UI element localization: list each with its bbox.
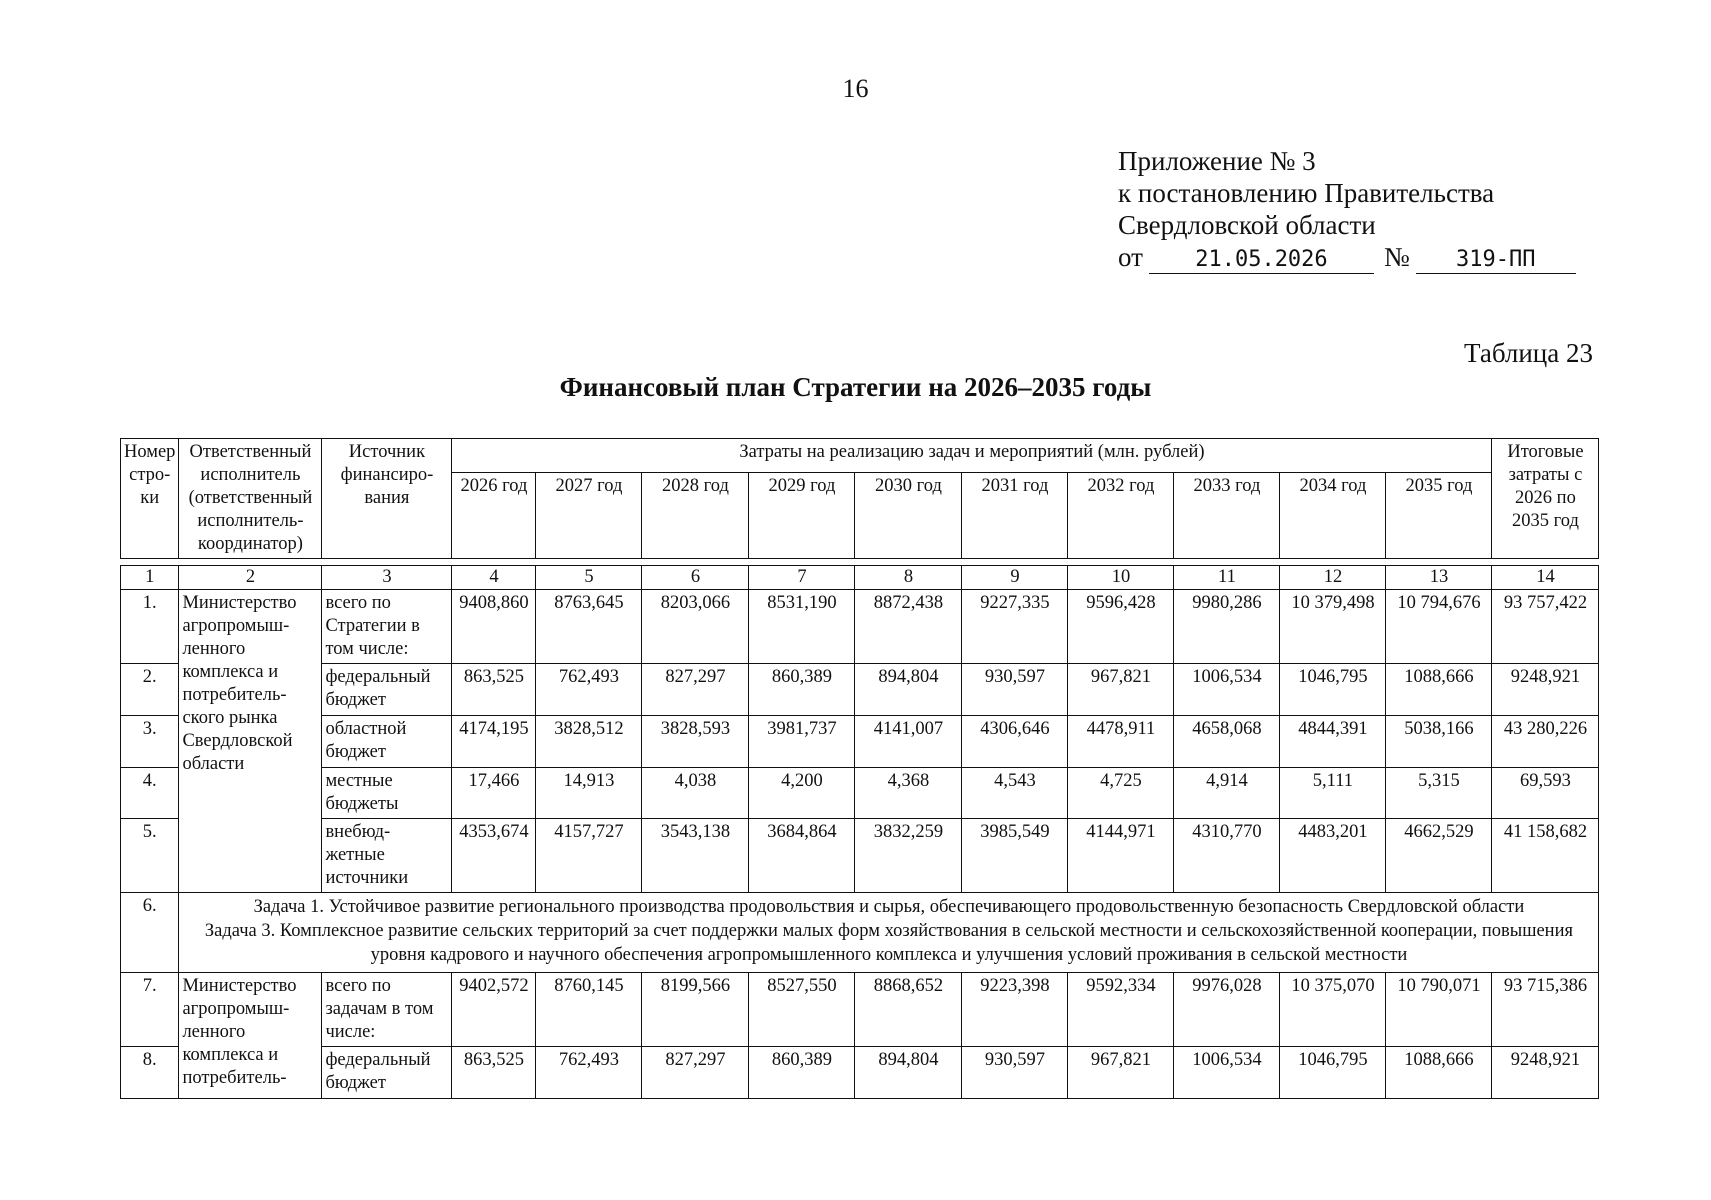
value-cell: 10 379,498 [1280, 590, 1386, 664]
column-number-cell: 5 [536, 566, 642, 590]
task-1-text: Задача 1. Устойчивое развитие регионального производства продовольствия и сырья, обеспечивающего продовольственную безопасность Свердловской области [253, 897, 1525, 917]
row-number: 4. [121, 768, 179, 819]
value-cell: 8531,190 [749, 590, 855, 664]
column-number-cell: 1 [121, 566, 179, 590]
value-cell: 5038,166 [1386, 716, 1492, 768]
from-label: от [1118, 242, 1143, 272]
value-cell: 8199,566 [642, 973, 749, 1047]
value-cell: 860,389 [749, 1047, 855, 1099]
value-cell: 1046,795 [1280, 1047, 1386, 1099]
value-cell: 10 794,676 [1386, 590, 1492, 664]
value-cell: 3832,259 [855, 819, 962, 893]
source-cell: внебюд-жетные источники [322, 819, 452, 893]
appendix-resolution: к постановлению Правительства [1118, 178, 1495, 208]
table-row [121, 1047, 1599, 1099]
column-number-row [121, 566, 1599, 590]
row-number: 3. [121, 716, 179, 768]
value-cell: 967,821 [1068, 1047, 1174, 1099]
value-cell: 9223,398 [962, 973, 1068, 1047]
value-cell: 827,297 [642, 1047, 749, 1099]
header-gap [121, 559, 1599, 566]
column-number-cell: 13 [1386, 566, 1492, 590]
value-cell: 9402,572 [452, 973, 536, 1047]
number-label: № [1383, 242, 1410, 272]
value-cell: 8872,438 [855, 590, 962, 664]
value-cell: 3684,864 [749, 819, 855, 893]
value-cell: 10 790,071 [1386, 973, 1492, 1047]
total-cell: 69,593 [1492, 768, 1599, 819]
document-title: Финансовый план Стратегии на 2026–2035 годы [559, 372, 1152, 402]
value-cell: 894,804 [855, 664, 962, 716]
row-number: 8. [121, 1047, 179, 1099]
value-cell: 930,597 [962, 664, 1068, 716]
value-cell: 10 375,070 [1280, 973, 1386, 1047]
header-year: 2035 год [1386, 473, 1492, 559]
value-cell: 5,111 [1280, 768, 1386, 819]
total-cell: 93 757,422 [1492, 590, 1599, 664]
value-cell: 4310,770 [1174, 819, 1280, 893]
value-cell: 8203,066 [642, 590, 749, 664]
value-cell: 863,525 [452, 664, 536, 716]
source-cell: местные бюджеты [322, 768, 452, 819]
value-cell: 4174,195 [452, 716, 536, 768]
source-cell: федеральный бюджет [322, 1047, 452, 1099]
value-cell: 4844,391 [1280, 716, 1386, 768]
value-cell: 4306,646 [962, 716, 1068, 768]
header-year: 2029 год [749, 473, 855, 559]
header-year: 2026 год [452, 473, 536, 559]
row-number: 5. [121, 819, 179, 893]
value-cell: 3828,512 [536, 716, 642, 768]
value-cell: 4483,201 [1280, 819, 1386, 893]
column-number-cell: 6 [642, 566, 749, 590]
value-cell: 9980,286 [1174, 590, 1280, 664]
column-number-cell: 11 [1174, 566, 1280, 590]
column-number-cell: 14 [1492, 566, 1599, 590]
value-cell: 3828,593 [642, 716, 749, 768]
column-number-cell: 3 [322, 566, 452, 590]
value-cell: 4353,674 [452, 819, 536, 893]
header-year: 2034 год [1280, 473, 1386, 559]
source-cell: всего по Стратегии в том числе: [322, 590, 452, 664]
value-cell: 3985,549 [962, 819, 1068, 893]
value-cell: 1006,534 [1174, 1047, 1280, 1099]
value-cell: 1046,795 [1280, 664, 1386, 716]
source-cell: федеральный бюджет [322, 664, 452, 716]
value-cell: 4658,068 [1174, 716, 1280, 768]
table-row [121, 716, 1599, 768]
value-cell: 860,389 [749, 664, 855, 716]
value-cell: 9227,335 [962, 590, 1068, 664]
value-cell: 4,038 [642, 768, 749, 819]
value-cell: 4141,007 [855, 716, 962, 768]
value-cell: 1006,534 [1174, 664, 1280, 716]
value-cell: 5,315 [1386, 768, 1492, 819]
value-cell: 4478,911 [1068, 716, 1174, 768]
value-cell: 9596,428 [1068, 590, 1174, 664]
value-cell: 8527,550 [749, 973, 855, 1047]
column-number-cell: 8 [855, 566, 962, 590]
appendix-block [1118, 145, 1576, 274]
table-row [121, 590, 1599, 664]
appendix-region: Свердловской области [1118, 210, 1376, 240]
column-number-cell: 2 [179, 566, 322, 590]
total-cell: 9248,921 [1492, 664, 1599, 716]
header-total: Итоговые затраты с 2026 по 2035 год [1492, 439, 1599, 559]
value-cell: 9592,334 [1068, 973, 1174, 1047]
value-cell: 4,543 [962, 768, 1068, 819]
source-cell: областной бюджет [322, 716, 452, 768]
table-row [121, 664, 1599, 716]
value-cell: 4,914 [1174, 768, 1280, 819]
total-cell: 41 158,682 [1492, 819, 1599, 893]
resolution-number: 319-ПП [1416, 247, 1576, 274]
header-executor: Ответственный исполнитель (ответственный исполнитель-координатор) [179, 439, 322, 559]
column-number-cell: 12 [1280, 566, 1386, 590]
header-source: Источник финансиро-вания [322, 439, 452, 559]
value-cell: 762,493 [536, 1047, 642, 1099]
header-year: 2028 год [642, 473, 749, 559]
value-cell: 4,368 [855, 768, 962, 819]
total-cell: 9248,921 [1492, 1047, 1599, 1099]
table-row [121, 819, 1599, 893]
row-number: 1. [121, 590, 179, 664]
appendix-title: Приложение № 3 [1118, 146, 1316, 176]
value-cell: 1088,666 [1386, 664, 1492, 716]
value-cell: 827,297 [642, 664, 749, 716]
value-cell: 3543,138 [642, 819, 749, 893]
value-cell: 4,725 [1068, 768, 1174, 819]
table-row [121, 973, 1599, 1047]
total-cell: 93 715,386 [1492, 973, 1599, 1047]
header-year: 2031 год [962, 473, 1068, 559]
value-cell: 967,821 [1068, 664, 1174, 716]
executor-cell: Министерство агропромыш-ленного комплекса и потребитель-ского рынка Свердловской области [179, 590, 322, 893]
value-cell: 4144,971 [1068, 819, 1174, 893]
financial-plan-table [120, 438, 1599, 1099]
value-cell: 8763,645 [536, 590, 642, 664]
value-cell: 894,804 [855, 1047, 962, 1099]
column-number-cell: 7 [749, 566, 855, 590]
value-cell: 3981,737 [749, 716, 855, 768]
value-cell: 1088,666 [1386, 1047, 1492, 1099]
header-year: 2033 год [1174, 473, 1280, 559]
appendix-date-line [1118, 241, 1576, 274]
header-row-number: Номер стро-ки [121, 439, 179, 559]
header-year: 2027 год [536, 473, 642, 559]
value-cell: 4662,529 [1386, 819, 1492, 893]
column-number-cell: 10 [1068, 566, 1174, 590]
value-cell: 4157,727 [536, 819, 642, 893]
header-year: 2030 год [855, 473, 962, 559]
task-cell [179, 893, 1599, 973]
value-cell: 14,913 [536, 768, 642, 819]
total-cell: 43 280,226 [1492, 716, 1599, 768]
resolution-date: 21.05.2026 [1149, 247, 1374, 274]
row-number: 2. [121, 664, 179, 716]
value-cell: 9408,860 [452, 590, 536, 664]
value-cell: 863,525 [452, 1047, 536, 1099]
task-row [121, 893, 1599, 973]
table-row [121, 768, 1599, 819]
source-cell: всего по задачам в том числе: [322, 973, 452, 1047]
value-cell: 17,466 [452, 768, 536, 819]
header-costs: Затраты на реализацию задач и мероприятий (млн. рублей) [452, 439, 1492, 473]
value-cell: 762,493 [536, 664, 642, 716]
value-cell: 9976,028 [1174, 973, 1280, 1047]
value-cell: 8760,145 [536, 973, 642, 1047]
table-label: Таблица 23 [1464, 338, 1593, 368]
value-cell: 4,200 [749, 768, 855, 819]
executor-cell: Министерство агропромыш-ленного комплекса и потребитель- [179, 973, 322, 1099]
value-cell: 8868,652 [855, 973, 962, 1047]
value-cell: 930,597 [962, 1047, 1068, 1099]
page-number: 16 [842, 74, 869, 103]
row-number: 6. [121, 893, 179, 973]
column-number-cell: 4 [452, 566, 536, 590]
header-year: 2032 год [1068, 473, 1174, 559]
column-number-cell: 9 [962, 566, 1068, 590]
row-number: 7. [121, 973, 179, 1047]
task-3-text: Задача 3. Комплексное развитие сельских территорий за счет поддержки малых форм хозяйствования в сельской местности и сельскохозяйственной кооперации, повышения уровня кадрового и научного обеспечения агропромышленного комплекса и улучшения условий проживания в сельской местности [204, 921, 1573, 965]
